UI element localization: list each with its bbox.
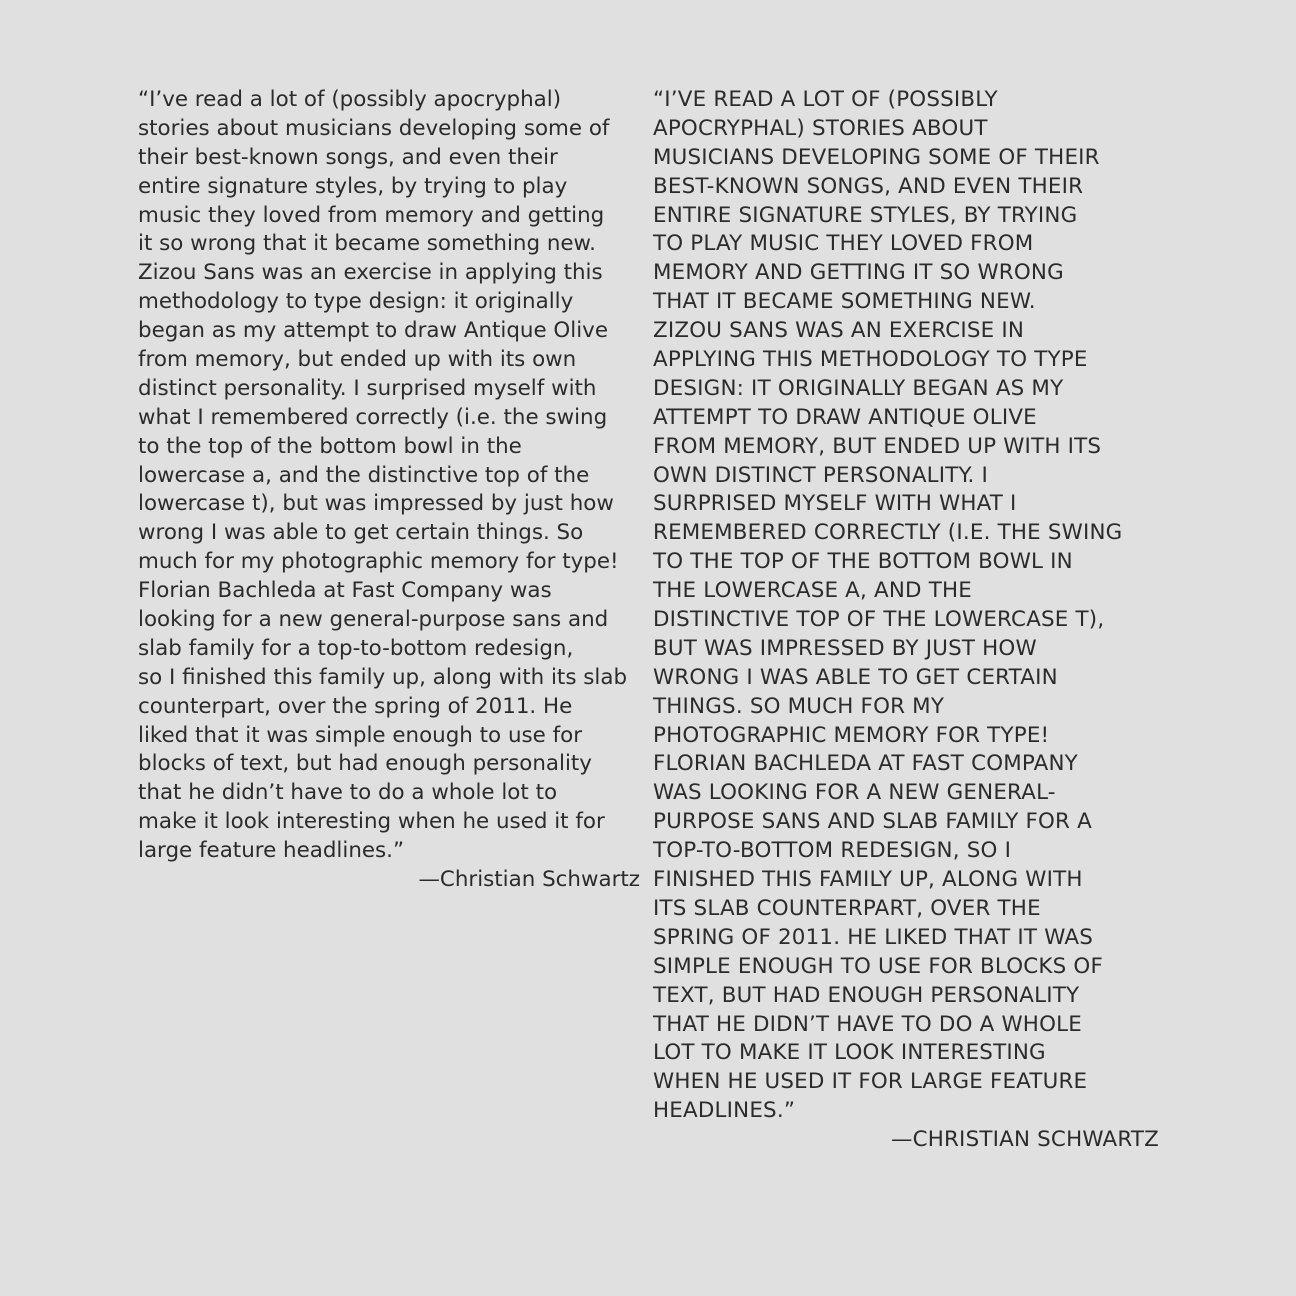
sentence-case-sample (138, 86, 640, 895)
quote-line: from memory, but ended up with its own (138, 347, 577, 373)
quote-line: THE LOWERCASE A, AND THE (653, 578, 972, 604)
quote-line: blocks of text, but had enough personality (138, 751, 592, 777)
quote-line: LOT TO MAKE IT LOOK INTERESTING (653, 1040, 1046, 1066)
quote-line: methodology to type design: it originally (138, 289, 574, 315)
quote-line: it so wrong that it became something new. (138, 231, 596, 257)
quote-line: DESIGN: IT ORIGINALLY BEGAN AS MY (653, 375, 1064, 401)
quote-line: PHOTOGRAPHIC MEMORY FOR TYPE! (653, 722, 1050, 748)
quote-line: SPRING OF 2011. HE LIKED THAT IT WAS (653, 924, 1093, 950)
quote-line: much for my photographic memory for type! (138, 549, 619, 575)
quote-line: WAS LOOKING FOR A NEW GENERAL- (653, 780, 1056, 806)
quote-line: “I’ve read a lot of (possibly apocryphal) (138, 87, 562, 112)
quote-line: WHEN HE USED IT FOR LARGE FEATURE (653, 1069, 1088, 1095)
quote-line: lowercase t), but was impressed by just how (138, 491, 614, 517)
quote-line: BUT WAS IMPRESSED BY JUST HOW (653, 635, 1037, 661)
quote-line: Zizou Sans was an exercise in applying this (138, 260, 603, 286)
quote-line: to the top of the bottom bowl in the (138, 433, 522, 459)
quote-line: FINISHED THIS FAMILY UP, ALONG WITH (653, 867, 1083, 893)
quote-line: TEXT, BUT HAD ENOUGH PERSONALITY (653, 982, 1080, 1008)
quote-line: so I finished this family up, along with its slab (138, 664, 628, 690)
quote-line: PURPOSE SANS AND SLAB FAMILY FOR A (653, 809, 1092, 835)
quote-line: OWN DISTINCT PERSONALITY. I (653, 462, 988, 488)
quote-line: SIMPLE ENOUGH TO USE FOR BLOCKS OF (653, 953, 1103, 979)
quote-line: began as my attempt to draw Antique Olive (138, 318, 608, 344)
quote-line: liked that it was simple enough to use for (138, 722, 583, 748)
quote-line: FROM MEMORY, BUT ENDED UP WITH ITS (653, 433, 1102, 459)
quote-line: ENTIRE SIGNATURE STYLES, BY TRYING (653, 202, 1078, 228)
quote-line: large feature headlines.” (138, 838, 405, 864)
quote-line: MEMORY AND GETTING IT SO WRONG (653, 260, 1064, 286)
quote-line: REMEMBERED CORRECTLY (I.E. THE SWING (653, 520, 1123, 546)
quote-line: TOP-TO-BOTTOM REDESIGN, SO I (653, 838, 1012, 864)
quote-line: music they loved from memory and getting (138, 202, 605, 228)
quote-line: stories about musicians developing some of (138, 115, 610, 141)
quote-line: THINGS. SO MUCH FOR MY (653, 693, 945, 719)
quote-line: slab family for a top-to-bottom redesign, (138, 635, 574, 661)
quote-line: entire signature styles, by trying to play (138, 173, 568, 199)
quote-line: BEST-KNOWN SONGS, AND EVEN THEIR (653, 173, 1084, 199)
quote-attribution: —CHRISTIAN SCHWARTZ (890, 1127, 1159, 1153)
quote-line: Florian Bachleda at Fast Company was (138, 578, 552, 604)
quote-line: lowercase a, and the distinctive top of the (138, 462, 590, 488)
quote-line: that he didn’t have to do a whole lot to (138, 780, 558, 806)
quote-line: looking for a new general-purpose sans and (138, 607, 609, 633)
quote-line: counterpart, over the spring of 2011. He (138, 693, 573, 719)
quote-line: ATTEMPT TO DRAW ANTIQUE OLIVE (653, 404, 1037, 430)
quote-line: make it look interesting when he used it for (138, 809, 605, 835)
quote-line: APPLYING THIS METHODOLOGY TO TYPE (653, 347, 1088, 373)
quote-line: MUSICIANS DEVELOPING SOME OF THEIR (653, 144, 1100, 170)
quote-line: THAT IT BECAME SOMETHING NEW. (653, 289, 1036, 315)
quote-line: what I remembered correctly (i.e. the swing (138, 404, 608, 430)
uppercase-sample (653, 86, 1159, 1155)
quote-line: THAT HE DIDN’T HAVE TO DO A WHOLE (653, 1011, 1082, 1037)
quote-line: TO PLAY MUSIC THEY LOVED FROM (653, 231, 1034, 257)
quote-line: WRONG I WAS ABLE TO GET CERTAIN (653, 664, 1058, 690)
quote-line: ZIZOU SANS WAS AN EXERCISE IN (653, 318, 1025, 344)
quote-line: ITS SLAB COUNTERPART, OVER THE (653, 895, 1041, 921)
quote-line: “I’VE READ A LOT OF (POSSIBLY (653, 87, 998, 112)
quote-line: distinct personality. I surprised myself with (138, 375, 597, 401)
quote-line: FLORIAN BACHLEDA AT FAST COMPANY (653, 751, 1078, 777)
quote-line: DISTINCTIVE TOP OF THE LOWERCASE T), (653, 607, 1105, 633)
quote-line: their best-known songs, and even their (138, 144, 558, 170)
quote-line: TO THE TOP OF THE BOTTOM BOWL IN (653, 549, 1073, 575)
quote-line: wrong I was able to get certain things. So (138, 520, 584, 546)
quote-line: HEADLINES.” (653, 1098, 796, 1124)
quote-line: APOCRYPHAL) STORIES ABOUT (653, 115, 988, 141)
quote-line: SURPRISED MYSELF WITH WHAT I (653, 491, 1017, 517)
quote-attribution: —Christian Schwartz (418, 867, 640, 893)
